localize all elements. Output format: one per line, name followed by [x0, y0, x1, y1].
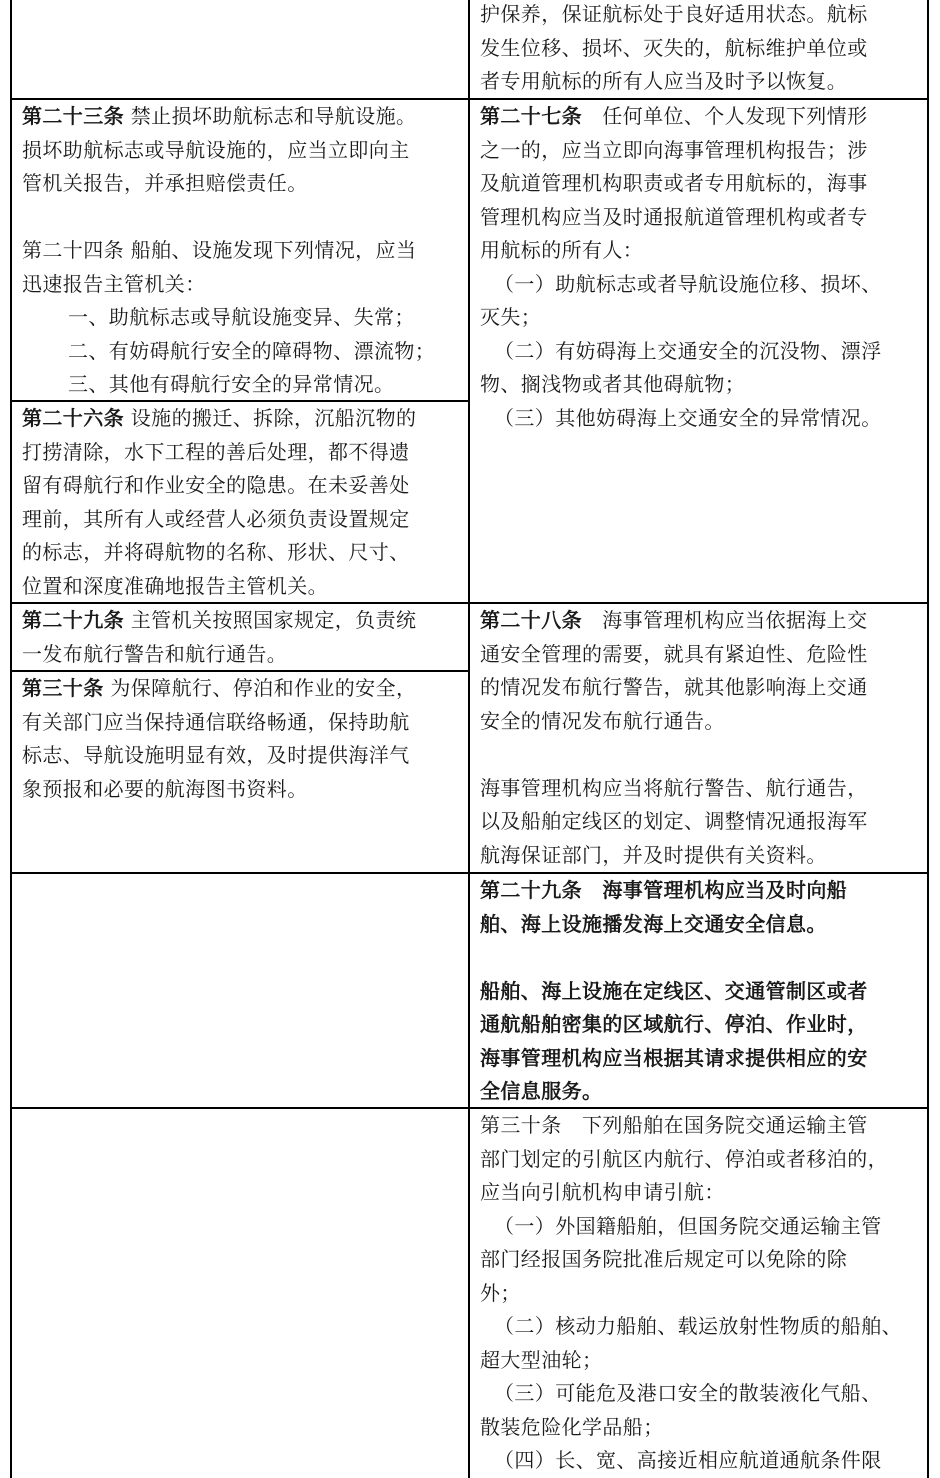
- text-line: 全信息服务。: [480, 1079, 603, 1103]
- text-line: 通安全管理的需要，就具有紧迫性、危险性: [480, 641, 868, 666]
- text-line: 理前，其所有人或经营人必须负责设置规定: [22, 506, 410, 531]
- text-line: 位置和深度准确地报告主管机关。: [22, 573, 328, 598]
- text-line: [22, 604, 466, 638]
- text-line: 散装危险化学品船；: [480, 1414, 664, 1439]
- article-29-new: [480, 874, 925, 1109]
- text-line: 第三十条 下列船舶在国务院交通运输主管: [480, 1113, 868, 1137]
- text-line: （三）其他妨碍海上交通安全的异常情况。: [494, 405, 882, 430]
- paragraph-gap: [22, 201, 466, 235]
- text-line: 象预报和必要的航海图书资料。: [22, 776, 308, 801]
- article-23-old: [22, 100, 466, 402]
- text-line: 安全的情况发布航行通告。: [480, 708, 725, 733]
- text-line: 超大型油轮；: [480, 1347, 603, 1372]
- text-line: [22, 402, 466, 436]
- text-line: 护保养，保证航标处于良好适用状态。航标: [480, 2, 868, 26]
- text-line: 通航船舶密集的区域航行、停泊、作业时，: [480, 1012, 868, 1036]
- table-border-left: [10, 0, 12, 1478]
- text-line: 的标志，并将碍航物的名称、形状、尺寸、: [22, 540, 410, 564]
- text-line: 三、其他有碍航行安全的异常情况。: [68, 372, 395, 396]
- text-fragment: 任何单位、个人发现下列情形: [602, 104, 868, 128]
- text-line: 有关部门应当保持通信联络畅通，保持助航: [22, 709, 410, 734]
- text-line: 的情况发布航行警告，就其他影响海上交通: [480, 675, 868, 699]
- text-line: 者专用航标的所有人应当及时予以恢复。: [480, 69, 848, 93]
- text-line: 第二十九条 海事管理机构应当及时向船: [480, 878, 848, 902]
- text-line: （三）可能危及港口安全的散装液化气船、: [494, 1381, 882, 1405]
- article-title: 第二十七条: [480, 104, 582, 128]
- text-line: 灭失；: [480, 305, 542, 329]
- text-line: （二）有妨碍海上交通安全的沉没物、漂浮: [494, 338, 882, 363]
- text-line: 打捞清除，水下工程的善后处理，都不得遗: [22, 439, 410, 464]
- text-line: 及航道管理机构职责或者专用航标的，海事: [480, 171, 868, 195]
- text-line: 以及船舶定线区的划定、调整情况通报海军: [480, 809, 868, 833]
- text-line: 物、搁浅物或者其他碍航物；: [480, 372, 746, 396]
- text-line: （二）核动力船舶、载运放射性物质的船舶、: [494, 1314, 902, 1338]
- text-line: 管理机构应当及时通报航道管理机构或者专: [480, 204, 868, 229]
- text-line: 外；: [480, 1280, 521, 1305]
- text-line: 发生位移、损坏、灭失的，航标维护单位或: [480, 35, 868, 60]
- text-line: 用航标的所有人：: [480, 238, 644, 262]
- paragraph-gap: [480, 941, 925, 975]
- text-line: [480, 604, 925, 638]
- text-fragment: 海事管理机构应当依据海上交: [602, 608, 868, 632]
- article-26-old: [22, 402, 466, 603]
- text-line: 标志、导航设施明显有效，及时提供海洋气: [22, 743, 410, 767]
- text-line: 船舶、海上设施在定线区、交通管制区或者: [480, 978, 868, 1003]
- text-line: 部门划定的引航区内航行、停泊或者移泊的，: [480, 1146, 888, 1171]
- table-column-divider: [468, 0, 470, 1478]
- text-line: 海事管理机构应当根据其请求提供相应的安: [480, 1045, 868, 1070]
- article-title: 第二十三条: [22, 104, 124, 128]
- text-line: 一发布航行警告和航行通告。: [22, 641, 288, 666]
- text-line: [22, 672, 466, 706]
- text-line: （一）助航标志或者导航设施位移、损坏、: [494, 271, 882, 296]
- right-top-continuation: [480, 0, 925, 99]
- text-line: 之一的，应当立即向海事管理机构报告；涉: [480, 137, 868, 162]
- text-line: （一）外国籍船舶，但国务院交通运输主管: [494, 1213, 882, 1238]
- article-title: 第二十九条: [22, 608, 124, 632]
- text-line: 迅速报告主管机关：: [22, 271, 206, 296]
- text-line: 损坏助航标志或导航设施的，应当立即向主: [22, 137, 410, 162]
- text-fragment: 为保障航行、停泊和作业的安全，: [110, 676, 417, 700]
- article-title: 第二十八条: [480, 608, 582, 632]
- text-line: 应当向引航机构申请引航：: [480, 1180, 725, 1204]
- article-title: 第三十条: [22, 676, 104, 700]
- text-line: 管机关报告，并承担赔偿责任。: [22, 171, 308, 195]
- article-27-new: [480, 100, 925, 435]
- text-line: [480, 100, 925, 134]
- text-line: 航海保证部门，并及时提供有关资料。: [480, 842, 827, 867]
- article-30-old: [22, 672, 466, 806]
- article-30-new: [480, 1109, 925, 1478]
- text-line: 二、有妨碍航行安全的障碍物、漂流物；: [68, 338, 436, 363]
- article-29-old: [22, 604, 466, 671]
- article-title: 第二十六条: [22, 406, 124, 430]
- text-line: （四）长、宽、高接近相应航道通航条件限: [494, 1448, 882, 1472]
- text-fragment: 主管机关按照国家规定，负责统: [130, 608, 417, 632]
- table-border-right: [927, 0, 929, 1478]
- text-fragment: 禁止损坏助航标志和导航设施。: [130, 104, 417, 128]
- text-fragment: 设施的搬迁、拆除，沉船沉物的: [130, 406, 417, 430]
- text-line: 海事管理机构应当将航行警告、航行通告，: [480, 775, 868, 800]
- article-28-new: [480, 604, 925, 872]
- text-line: 部门经报国务院批准后规定可以免除的除: [480, 1247, 848, 1271]
- text-line: [22, 100, 466, 134]
- text-line: 舶、海上设施播发海上交通安全信息。: [480, 911, 827, 936]
- paragraph-gap: [480, 738, 925, 772]
- text-line: 第二十四条 船舶、设施发现下列情况，应当: [22, 238, 417, 262]
- text-line: 留有碍航行和作业安全的隐患。在未妥善处: [22, 473, 410, 497]
- text-line: 一、助航标志或导航设施变异、失常；: [68, 305, 415, 329]
